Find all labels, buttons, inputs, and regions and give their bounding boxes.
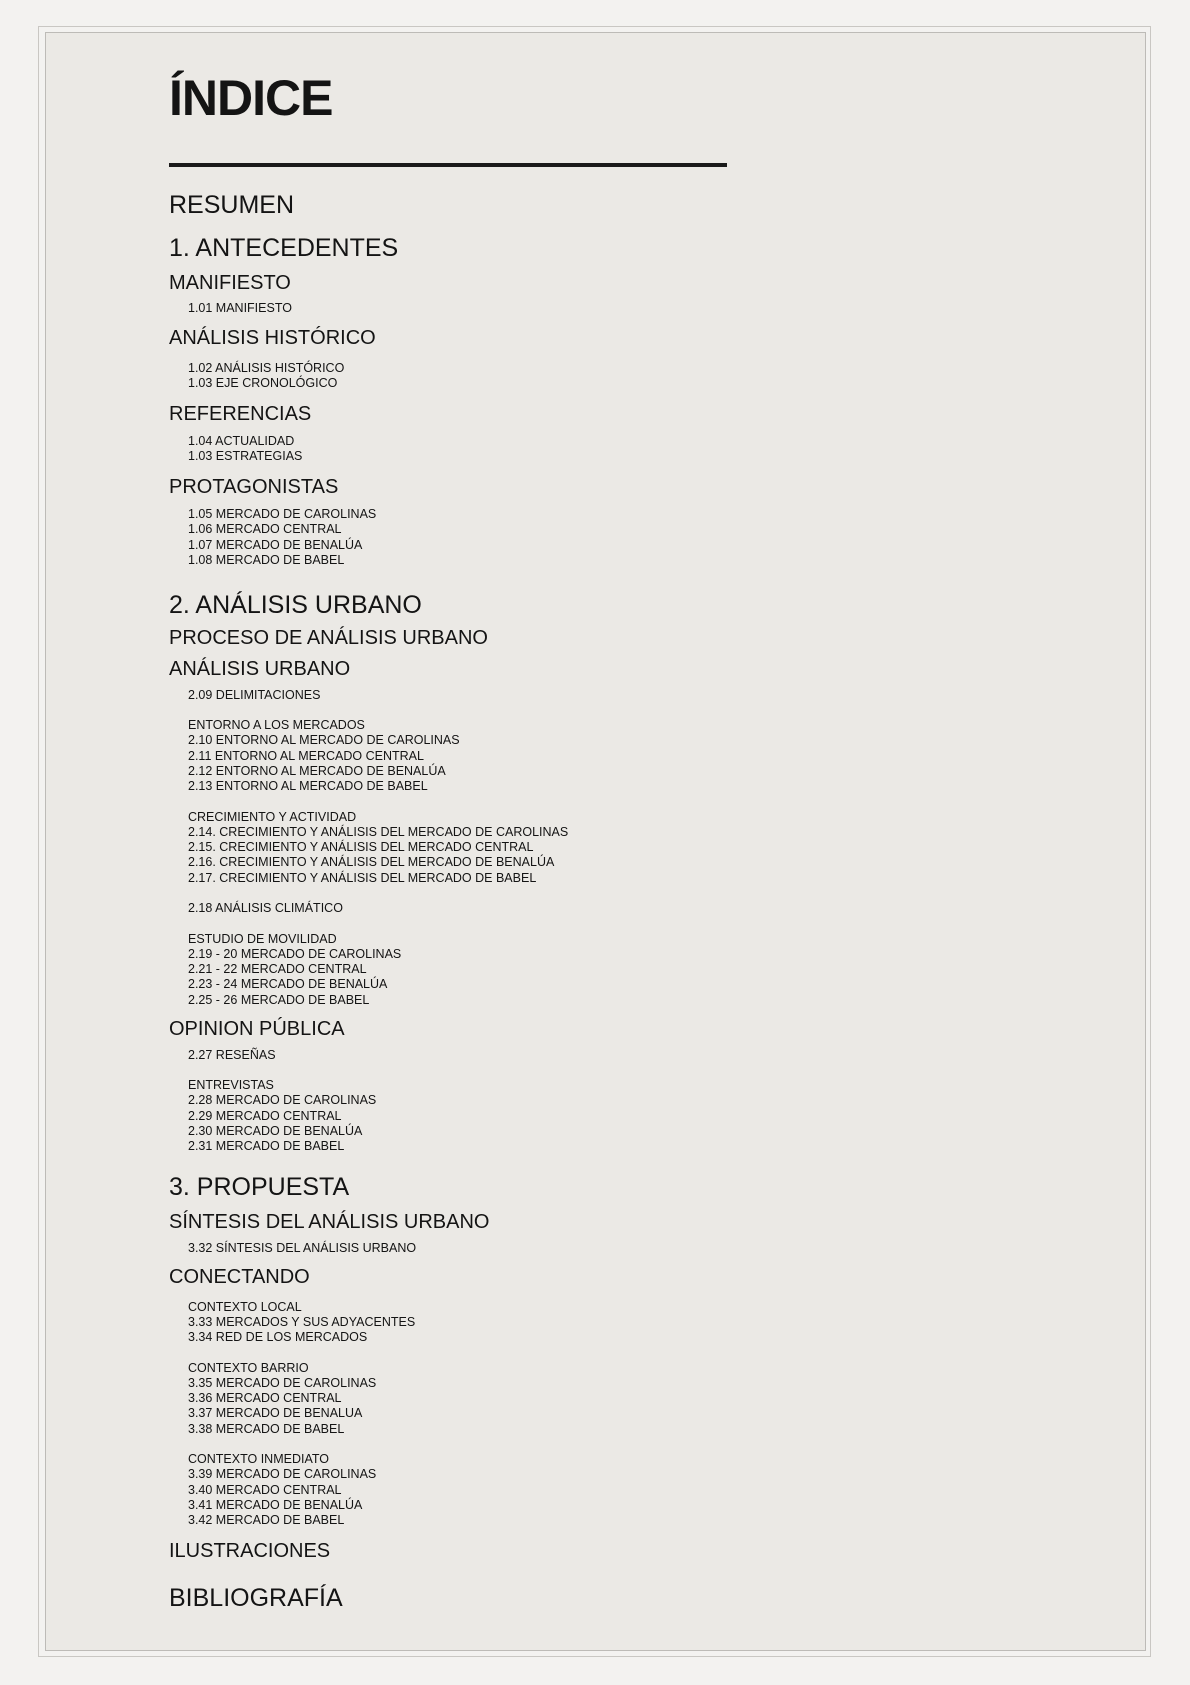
toc-item: 1.01 MANIFIESTO (188, 301, 292, 315)
toc-item: 2.09 DELIMITACIONES (188, 688, 321, 702)
toc-item: 1.03 ESTRATEGIAS (188, 449, 303, 463)
toc-item: 2.31 MERCADO DE BABEL (188, 1139, 345, 1153)
toc-item: 1.04 ACTUALIDAD (188, 434, 295, 448)
toc-item: 2.14. CRECIMIENTO Y ANÁLISIS DEL MERCADO DE CAROLINAS (188, 825, 569, 839)
toc-item: 2.27 RESEÑAS (188, 1048, 276, 1062)
toc-item: 2.16. CRECIMIENTO Y ANÁLISIS DEL MERCADO DE BENALÚA (188, 855, 555, 869)
toc-group-label: CONTEXTO LOCAL (188, 1300, 302, 1314)
toc-item: 3.40 MERCADO CENTRAL (188, 1483, 342, 1497)
toc-ilustraciones: ILUSTRACIONES (169, 1540, 331, 1562)
toc-group-label: ENTORNO A LOS MERCADOS (188, 718, 365, 732)
toc-item: 1.05 MERCADO DE CAROLINAS (188, 507, 377, 521)
toc-section-3: 3. PROPUESTA (169, 1173, 350, 1201)
page-title: ÍNDICE (169, 70, 333, 126)
toc-item: 1.07 MERCADO DE BENALÚA (188, 538, 363, 552)
toc-item: 2.18 ANÁLISIS CLIMÁTICO (188, 901, 343, 915)
toc-item: 1.08 MERCADO DE BABEL (188, 553, 345, 567)
toc-item: 2.21 - 22 MERCADO CENTRAL (188, 962, 367, 976)
toc-bibliografia: BIBLIOGRAFÍA (169, 1584, 343, 1612)
toc-group-label: ENTREVISTAS (188, 1078, 274, 1092)
toc-item: 3.35 MERCADO DE CAROLINAS (188, 1376, 377, 1390)
toc-item: 3.33 MERCADOS Y SUS ADYACENTES (188, 1315, 416, 1329)
toc-group-label: CRECIMIENTO Y ACTIVIDAD (188, 810, 357, 824)
toc-resumen: RESUMEN (169, 191, 295, 219)
toc-item: 2.10 ENTORNO AL MERCADO DE CAROLINAS (188, 733, 460, 747)
toc-item: 2.30 MERCADO DE BENALÚA (188, 1124, 363, 1138)
toc-item: 2.28 MERCADO DE CAROLINAS (188, 1093, 377, 1107)
toc-item: 2.25 - 26 MERCADO DE BABEL (188, 993, 370, 1007)
toc-heading: REFERENCIAS (169, 403, 312, 425)
toc-item: 3.39 MERCADO DE CAROLINAS (188, 1467, 377, 1481)
toc-item: 1.06 MERCADO CENTRAL (188, 522, 342, 536)
toc-section-1: 1. ANTECEDENTES (169, 234, 399, 262)
toc-section-2: 2. ANÁLISIS URBANO (169, 591, 422, 619)
toc-item: 2.29 MERCADO CENTRAL (188, 1109, 342, 1123)
toc-group-label: ESTUDIO DE MOVILIDAD (188, 932, 337, 946)
toc-item: 3.38 MERCADO DE BABEL (188, 1422, 345, 1436)
toc-heading: PROTAGONISTAS (169, 476, 339, 498)
toc-item: 2.12 ENTORNO AL MERCADO DE BENALÚA (188, 764, 446, 778)
toc-item: 1.03 EJE CRONOLÓGICO (188, 376, 338, 390)
toc-heading: MANIFIESTO (169, 272, 291, 294)
toc-item: 3.42 MERCADO DE BABEL (188, 1513, 345, 1527)
toc-item: 3.37 MERCADO DE BENALUA (188, 1406, 363, 1420)
toc-heading: PROCESO DE ANÁLISIS URBANO (169, 627, 488, 649)
toc-group-label: CONTEXTO BARRIO (188, 1361, 309, 1375)
title-divider (169, 163, 727, 167)
toc-heading: OPINION PÚBLICA (169, 1018, 345, 1040)
toc-item: 3.32 SÍNTESIS DEL ANÁLISIS URBANO (188, 1241, 417, 1255)
toc-heading: SÍNTESIS DEL ANÁLISIS URBANO (169, 1211, 490, 1233)
toc-item: 2.23 - 24 MERCADO DE BENALÚA (188, 977, 388, 991)
toc-item: 2.11 ENTORNO AL MERCADO CENTRAL (188, 749, 424, 763)
toc-item: 2.19 - 20 MERCADO DE CAROLINAS (188, 947, 402, 961)
toc-item: 3.41 MERCADO DE BENALÚA (188, 1498, 363, 1512)
toc-item: 2.13 ENTORNO AL MERCADO DE BABEL (188, 779, 428, 793)
toc-item: 3.34 RED DE LOS MERCADOS (188, 1330, 368, 1344)
toc-group-label: CONTEXTO INMEDIATO (188, 1452, 329, 1466)
toc-item: 1.02 ANÁLISIS HISTÓRICO (188, 361, 345, 375)
toc-item: 3.36 MERCADO CENTRAL (188, 1391, 342, 1405)
toc-heading: ANÁLISIS HISTÓRICO (169, 327, 376, 349)
toc-item: 2.17. CRECIMIENTO Y ANÁLISIS DEL MERCADO DE BABEL (188, 871, 537, 885)
toc-heading: CONECTANDO (169, 1266, 310, 1288)
toc-item: 2.15. CRECIMIENTO Y ANÁLISIS DEL MERCADO CENTRAL (188, 840, 534, 854)
toc-heading: ANÁLISIS URBANO (169, 658, 351, 680)
